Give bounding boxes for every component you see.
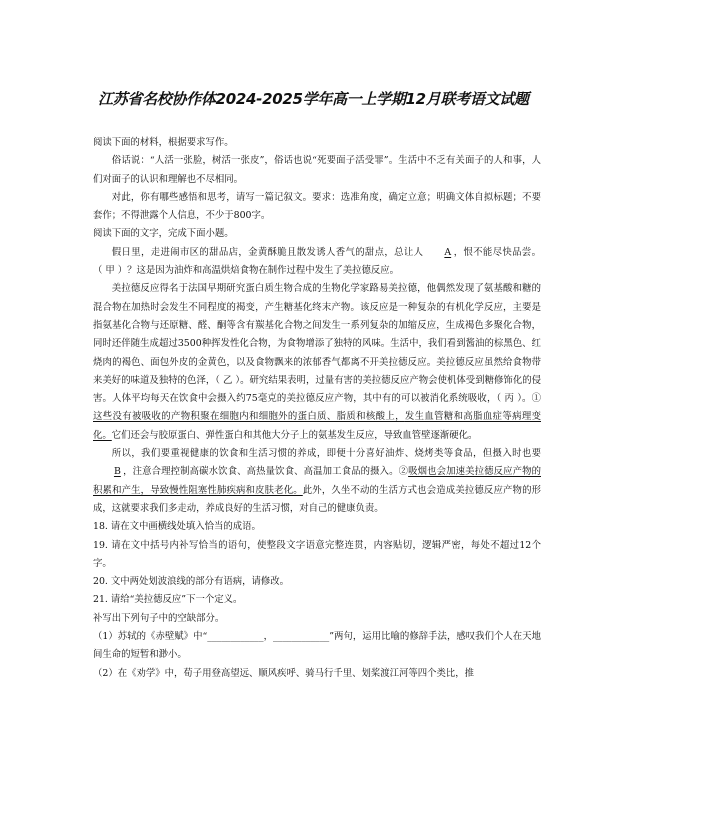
fill-text: ， <box>263 631 273 643</box>
question-18: 18. 请在文中画横线处填入恰当的成语。 <box>93 521 261 533</box>
mark-yi: 乙 <box>222 374 233 386</box>
question-19: 19. 请在文中括号内补写恰当的语句，使整段文字语意完整连贯，内容贴切，逻辑严密，每处不超过12个字。 <box>93 539 541 569</box>
writing-material: 俗话说：“人活一张脸，树活一张皮”，俗话也说“死要面子活受罪”。生活中不乏有关面子的人和事，人们对面子的认识和理解也不尽相同。 <box>93 155 541 185</box>
fill-question-1 <box>93 628 541 665</box>
reading-text: 假日里，走进闹市区的甜品店，金黄酥脆且散发诱人香气的甜点，总让人 <box>111 246 424 258</box>
reading-paragraph-2 <box>93 280 541 445</box>
reading-instruction: 阅读下面的文字，完成下面小题。 <box>93 228 234 240</box>
reading-text: 美拉德反应得名于法国早期研究蛋白质生物合成的生物化学家路易美拉德，他偶然发现了氨基酸和糖的混合物在加热时会发生不同程度的褐变，产生糖基化终末产物。该反应是一种复杂的有机化学反应，主要是指氨基化合物与还原糖、醛、酮等含有羰基化合物之间发生一系列复杂的加缩反应，生成褐色多聚化合物，同时还伴随生成超过3500种挥发性化合物，为食物增添了独特的风味。生活中，我们看到酱油的棕黑色、红烧肉的褐色、面包外皮的金黄色，以及食物飘来的浓郁香气都离不开美拉德反应。美拉德反应虽然给食物带来美好的味道及独特的色泽，（ <box>93 283 541 386</box>
wavy-sentence-1: 这些没有被吸收的产物积聚在细胞内和细胞外的蛋白质、脂质和核酸上， <box>93 411 405 423</box>
fill-blank-1: ____________ <box>207 631 264 643</box>
reading-paragraph-1 <box>93 244 541 281</box>
writing-instruction: 阅读下面的材料，根据要求写作。 <box>93 137 234 148</box>
fill-text: （1）苏轼的《赤壁赋》中“ <box>93 631 208 643</box>
question-20: 20. 文中两处划波浪线的部分有语病，请修改。 <box>93 576 290 588</box>
reading-text: ）？这是因为油炸和高温烘焙食物在制作过程中发生了美拉德反应。 <box>117 265 400 277</box>
wavy-sentence-1b: 发生血管糖和高脂血症等病理变化。 <box>93 411 541 441</box>
question-21: 21. 请给“美拉德反应”下一个定义。 <box>93 594 243 606</box>
reading-text: ，注意合理控制高碳水饮食、高热量饮食、高温加工食品的摄入。② <box>123 466 409 478</box>
wavy-sentence-2: 吸烟也会加速美拉德反应产物的积累和产生，导致慢性阻塞性肺疾病和皮肤老化。 <box>93 466 541 496</box>
blank-a: A <box>444 246 452 258</box>
reading-text: 它们还会与胶原蛋白、弹性蛋白和其他大分子上的氨基发生反应，导致血管壁逐渐硬化。 <box>111 429 478 441</box>
blank-b: B <box>113 466 121 478</box>
fill-text: ”两句，运用比喻的修辞手法，感叹我们个人在天地间生命的短暂和渺小。 <box>93 631 541 661</box>
reading-text: ）。研究结果表明，过量有害的美拉德反应产物会使机体受到糖修饰化的侵害。人体平均每天在饮食中会摄入约75毫克的美拉德反应产物，其中有的可以被消化系统吸收，（ <box>93 374 541 405</box>
page-title: 江苏省名校协作体2024-2025学年高一上学期12月联考语文试题 <box>98 90 529 108</box>
mark-jia: 甲 <box>105 265 115 277</box>
fill-question-2: （2）在《劝学》中，荀子用登高望远、顺风疾呼、骑马行千里、划桨渡江河等四个类比，推 <box>93 667 474 679</box>
reading-text: 所以，我们要重视健康的饮食和生活习惯的养成，即便十分喜好油炸、烧烤类等食品，但摄入时也要 <box>111 448 541 460</box>
document-body <box>93 134 541 683</box>
mark-bing: 丙 <box>504 393 515 405</box>
reading-paragraph-3 <box>93 445 541 518</box>
reading-text: ）。① <box>517 393 541 405</box>
fill-blank-2: ____________ <box>272 631 330 643</box>
reading-text: ，恨不能尽快品尝。（ <box>93 246 541 277</box>
fill-instruction: 补写出下列句子中的空缺部分。 <box>93 612 225 624</box>
reading-text: 此外，久坐不动的生活方式也会造成美拉德反应产物的形成，这就要求我们多走动，养成良好的生活习惯，对自己的健康负责。 <box>93 484 541 514</box>
writing-requirements: 对此，你有哪些感悟和思考，请写一篇记叙文。要求：选准角度，确定立意；明确文体自拟标题；不要套作；不得泄露个人信息，不少于800字。 <box>93 191 541 222</box>
